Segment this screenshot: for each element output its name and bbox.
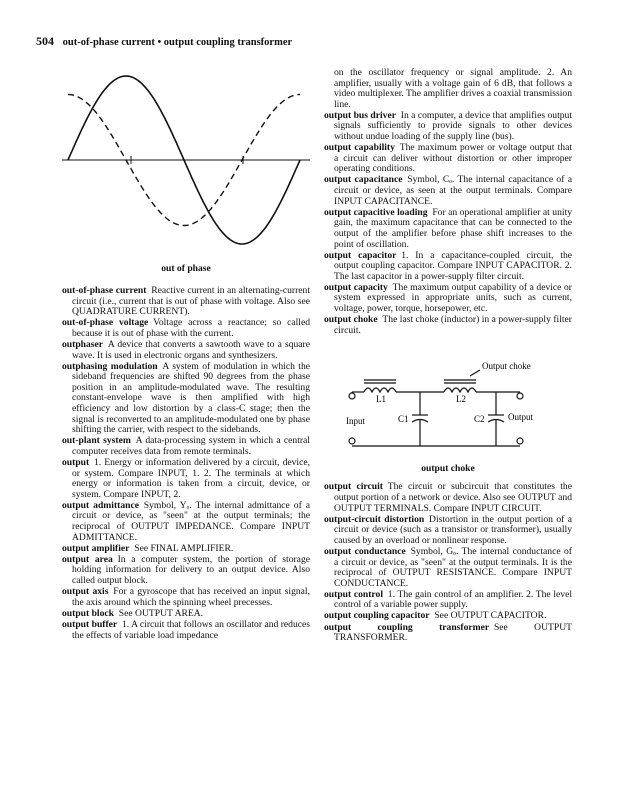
dictionary-entry	[62, 458, 310, 500]
entry-term: out-plant system	[62, 435, 131, 447]
entry-definition: 1. The gain control of an amplifier. 2. The level control of a variable power supply.	[334, 588, 572, 611]
dictionary-entry	[324, 515, 572, 547]
dictionary-entry	[62, 362, 310, 436]
entry-term: output area	[62, 553, 113, 565]
output-choke-figure	[324, 340, 572, 480]
entry-term: output axis	[62, 586, 109, 598]
entry-definition: In a computer, a device that amplifies output signals sufficiently to provide signals to other devices without undue loading of the supply line (bus).	[334, 109, 572, 143]
entry-term: outphasing modulation	[62, 360, 158, 372]
inductor-l2	[444, 388, 476, 392]
dictionary-entry	[324, 143, 572, 175]
entry-definition: The last choke (inductor) in a power-supply filter circuit.	[334, 314, 572, 336]
entry-term: output bus driver	[324, 109, 396, 121]
dictionary-entry	[324, 251, 572, 283]
entry-definition: on the oscillator frequency or signal amplitude. 2. An amplifier, usually with a voltage gain of 6 dB, that follows a video multiplexer. The amplifier drives a coaxial transmission line.	[334, 67, 573, 110]
figure-caption: output choke	[421, 463, 475, 475]
entry-term: output capacitive loading	[324, 206, 428, 218]
entry-definition: The circuit or subcircuit that constitutes the output portion of a network or device. Also see OUTPUT and OUTPUT TERMINALS. Compare INPUT CIRCUIT.	[334, 481, 572, 514]
choke-pointer	[470, 370, 480, 376]
entry-term: out-of-phase current	[62, 285, 147, 296]
dictionary-entry	[324, 623, 572, 644]
dictionary-entry	[62, 286, 310, 318]
dictionary-entry	[324, 111, 572, 143]
entry-definition: The maximum power or voltage output that a circuit can deliver without distortion or other improper operating conditions.	[334, 142, 572, 175]
entry-definition: Distortion in the output portion of a circuit or device (such as a transistor or transformer), usually caused by an overload or nonlinear response.	[334, 513, 572, 546]
dictionary-entry	[324, 283, 572, 315]
dictionary-entry	[324, 175, 572, 207]
entry-definition: See FINAL AMPLIFIER.	[134, 542, 234, 554]
l2-label: L2	[456, 394, 466, 405]
dictionary-entry	[62, 501, 310, 543]
c1-label: C1	[398, 414, 409, 425]
entry-definition: For a gyroscope that has received an input signal, the axis around which the spinning wheel precesses.	[72, 586, 310, 608]
dictionary-entry	[324, 208, 572, 250]
entry-term: output circuit	[324, 481, 383, 493]
entry-definition: See OUTPUT AREA.	[118, 607, 204, 619]
entry-term: output	[62, 457, 90, 468]
dictionary-entry	[324, 547, 572, 589]
entry-definition: For an operational amplifier at unity gain, the maximum capacitance that can be connected to the output of the amplifier before phase shift increases to the point of oscillation.	[334, 206, 572, 250]
dictionary-entry	[324, 68, 572, 110]
c2-label: C2	[474, 414, 485, 425]
left-column	[62, 68, 310, 642]
entry-definition: Reactive current in an alternating-current circuit (i.e., current that is out of phase with voltage. Also see QUADRATURE CURRENT).	[72, 285, 311, 318]
entry-definition: 1. A circuit that follows an oscillator and reduces the effects of variable load impedance	[72, 618, 311, 641]
entry-definition: Symbol, Cₒ. The internal capacitance of a circuit or device, as seen at the output terminals. Compare INPUT CAPACITANCE.	[334, 174, 572, 207]
entry-term: output capacitor	[324, 249, 397, 261]
right-bottom-entries	[324, 482, 572, 643]
entry-definition: In a computer system, the portion of storage holding information for delivery to an output device. Also called output block.	[72, 553, 310, 587]
entry-definition: The maximum output capability of a device or system expressed in appropriate units, such as current, voltage, power, torque, horsepower, etc.	[334, 281, 572, 315]
entry-term: output conductance	[324, 545, 406, 557]
entry-definition: See OUTPUT CAPACITOR.	[434, 610, 547, 622]
output-terminal-top	[517, 393, 523, 399]
entry-term: output capacity	[324, 281, 388, 293]
dictionary-entry	[62, 340, 310, 361]
entry-term: output buffer	[62, 618, 118, 630]
dictionary-entry	[62, 318, 310, 339]
entry-definition: See OUTPUT TRANSFORMER.	[334, 621, 572, 644]
entry-definition: A data-processing system in which a central computer receives data from remote terminals.	[72, 435, 310, 457]
entry-definition: 1. In a capacitance-coupled circuit, the output coupling capacitor. Compare INPUT CAPACITOR. 2. The last capacitor in a power-supply filter circuit.	[334, 249, 572, 282]
entry-term: output capacitance	[324, 174, 403, 186]
dictionary-entry	[324, 482, 572, 514]
output-choke-schematic	[324, 340, 572, 460]
out-of-phase-waveform	[62, 68, 310, 268]
entry-term: output capability	[324, 142, 395, 154]
entry-term: output-circuit distortion	[324, 513, 425, 525]
output-terminal-bottom	[517, 438, 523, 444]
entry-term: output amplifier	[62, 542, 130, 554]
right-top-entries	[324, 68, 572, 336]
out-of-phase-figure	[62, 68, 310, 286]
entry-definition: A system of modulation in which the sideband frequencies are shifted 90 degrees from the phase position in an amplitude-modulated wave. The resulting constant-envelope wave is then amplified with high efficiency and low distortion by a class-C stage; then the signal is reconverted to an amplitude-modulated one by phase shifting the carrier, with respect to the sidebands.	[72, 360, 311, 436]
dictionary-entry	[62, 436, 310, 457]
inductor-l1	[364, 388, 396, 392]
entry-definition: A device that converts a sawtooth wave to a square wave. It is used in electronic organs and synthesizers.	[72, 338, 310, 361]
l1-label: L1	[376, 394, 386, 405]
output-label: Output	[508, 412, 534, 423]
right-column	[324, 68, 572, 644]
choke-label: Output choke	[482, 361, 531, 372]
entry-definition: Symbol, Yₒ. The internal admittance of a circuit or device, as "seen" at the output terminals; the reciprocal of OUTPUT IMPEDANCE. Compare INPUT ADMITTANCE.	[72, 499, 310, 543]
entry-term: output coupling transformer	[324, 621, 490, 633]
dictionary-entry	[62, 555, 310, 587]
entry-term: output block	[62, 607, 114, 619]
dictionary-entry	[62, 587, 310, 608]
page-header	[36, 34, 292, 49]
dictionary-entry	[62, 544, 310, 555]
dictionary-entry	[324, 590, 572, 611]
entry-term: output control	[324, 588, 383, 600]
dictionary-entry	[324, 611, 572, 622]
entry-definition: Voltage across a reactance; so called because it is out of phase with the current.	[72, 317, 310, 339]
entry-term: outphaser	[62, 338, 104, 350]
input-label: Input	[346, 416, 365, 427]
entry-term: output choke	[324, 314, 378, 326]
entry-term: output admittance	[62, 499, 139, 511]
running-title: out-of-phase current • output coupling transformer	[62, 37, 293, 48]
entry-definition: 1. Energy or information delivered by a circuit, device, or system. Compare INPUT, 1. 2. The terminals at which energy or information is taken from a circuit, device, or system. Compare INPUT, 2.	[72, 457, 310, 500]
dictionary-entry	[62, 620, 310, 641]
entry-definition: Symbol, Gₒ. The internal conductance of a circuit or device, as "seen" at the output terminals. It is the reciprocal of OUTPUT RESISTANCE. Compare INPUT CONDUCTANCE.	[334, 545, 572, 589]
input-terminal-bottom	[349, 438, 355, 444]
page-number: 504	[36, 34, 54, 48]
entry-term: out-of-phase voltage	[62, 317, 149, 329]
dictionary-entry	[62, 609, 310, 620]
left-entries	[62, 286, 310, 641]
entry-term: output coupling capacitor	[324, 610, 430, 622]
figure-caption: out of phase	[161, 263, 211, 274]
dictionary-entry	[324, 315, 572, 336]
input-terminal-top	[349, 393, 355, 399]
